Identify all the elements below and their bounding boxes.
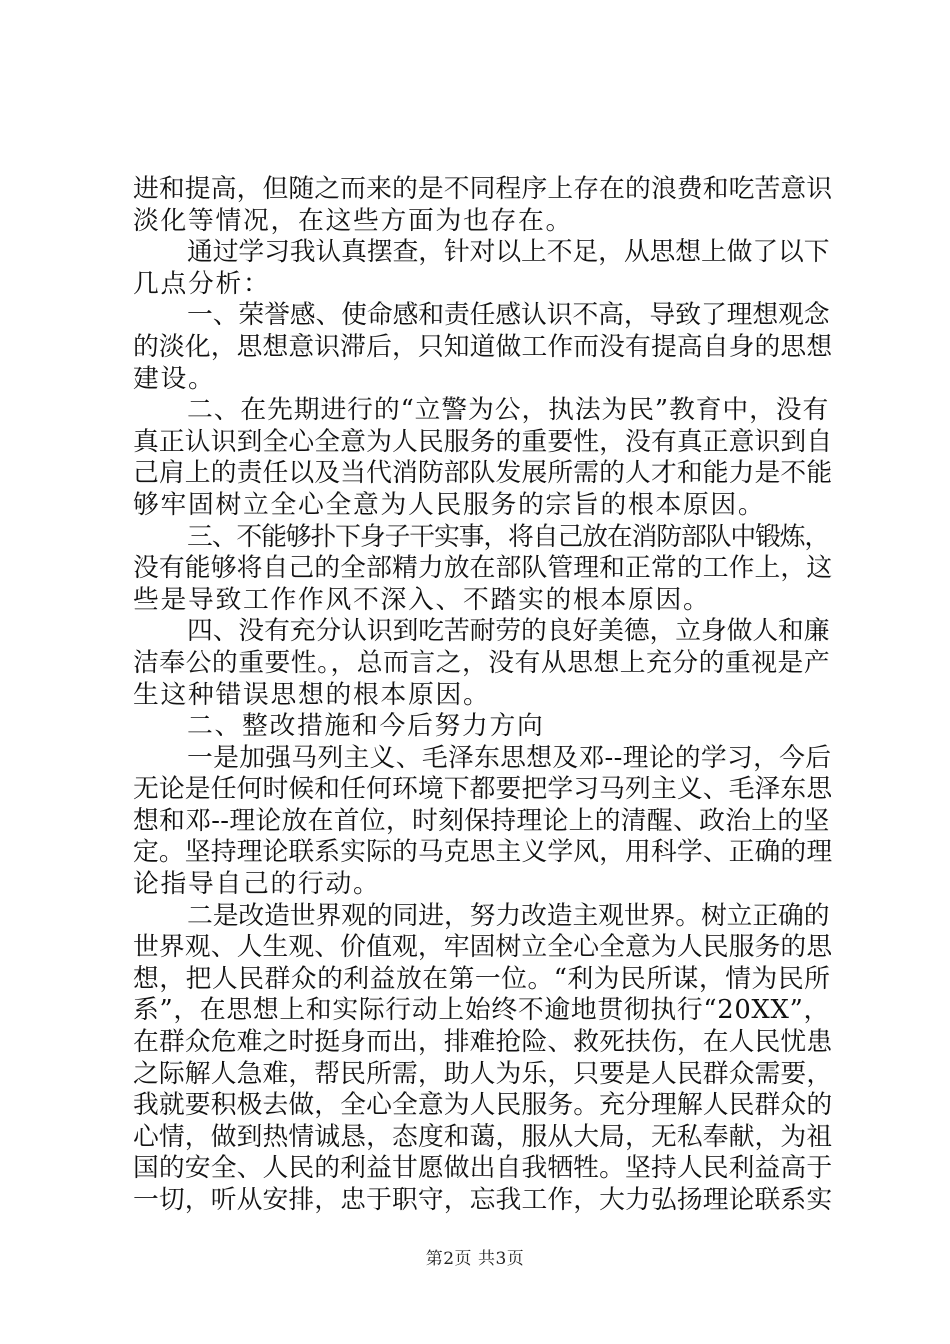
text-line: 一、荣誉感、使命感和责任感认识不高，导致了理想观念 — [187, 300, 830, 331]
text-line: 四、没有充分认识到吃苦耐劳的良好美德，立身做人和廉 — [187, 616, 830, 647]
text-line: 淡化等情况，在这些方面为也存在。 — [133, 205, 573, 236]
text-line: 真正认识到全心全意为人民服务的重要性，没有真正意识到自 — [133, 426, 833, 457]
text-line: 定。坚持理论联系实际的马克思主义学风，用科学、正确的理 — [133, 837, 833, 868]
text-line: 几点分析： — [133, 268, 271, 299]
text-line: 一切，听从安排，忠于职守，忘我工作，大力弘扬理论联系实 — [133, 1185, 833, 1215]
text-line: 我就要积极去做，全心全意为人民服务。充分理解人民群众的 — [133, 1090, 833, 1121]
text-line: 想，把人民群众的利益放在第一位。“利为民所谋，情为民所 — [133, 963, 831, 994]
text-line: 三、不能够扑下身子干实事，将自己放在消防部队中锻炼， — [187, 521, 830, 552]
text-line: 没有能够将自己的全部精力放在部队管理和正常的工作上，这 — [133, 553, 833, 584]
text-line: 之际解人急难，帮民所需，助人为乐，只要是人民群众需要， — [133, 1058, 833, 1089]
text-line: 二、在先期进行的“立警为公，执法为民”教育中，没有 — [187, 395, 830, 426]
page-footer: 第2页 共3页 — [425, 1249, 525, 1269]
text-line: 心情，做到热情诚恳，态度和蔼，服从大局，无私奉献，为祖 — [133, 1121, 833, 1152]
text-line: 些是导致工作作风不深入、不踏实的根本原因。 — [133, 584, 711, 615]
text-line: 二、整改措施和今后努力方向 — [187, 711, 545, 742]
text-line: 世界观、人生观、价值观，牢固树立全心全意为人民服务的思 — [133, 932, 833, 963]
text-line: 生这种错误思想的根本原因。 — [133, 679, 491, 710]
text-line: 己肩上的责任以及当代消防部队发展所需的人才和能力是不能 — [133, 458, 833, 489]
text-line: 系”，在思想上和实际行动上始终不逾地贯彻执行“20XX”， — [133, 995, 830, 1026]
text-line: 的淡化，思想意识滞后，只知道做工作而没有提高自身的思想 — [133, 331, 833, 362]
text-line: 通过学习我认真摆查，针对以上不足，从思想上做了以下 — [187, 237, 830, 268]
text-line: 二是改造世界观的同进，努力改造主观世界。树立正确的 — [187, 900, 830, 931]
text-line: 洁奉公的重要性。，总而言之，没有从思想上充分的重视是产 — [133, 647, 831, 678]
text-line: 够牢固树立全心全意为人民服务的宗旨的根本原因。 — [133, 489, 766, 520]
text-line: 论指导自己的行动。 — [133, 869, 381, 900]
text-line: 无论是任何时候和任何环境下都要把学习马列主义、毛泽东思 — [133, 774, 833, 805]
text-line: 建设。 — [133, 363, 216, 394]
text-line: 进和提高，但随之而来的是不同程序上存在的浪费和吃苦意识 — [133, 174, 833, 204]
document-body — [133, 174, 833, 1217]
text-line: 在群众危难之时挺身而出，排难抢险、救死扶伤，在人民忧患 — [133, 1027, 833, 1058]
text-line: 想和邓--理论放在首位，时刻保持理论上的清醒、政治上的坚 — [133, 805, 830, 836]
text-line: 一是加强马列主义、毛泽东思想及邓--理论的学习，今后 — [187, 742, 832, 773]
text-line: 国的安全、人民的利益甘愿做出自我牺牲。坚持人民利益高于 — [133, 1153, 833, 1184]
